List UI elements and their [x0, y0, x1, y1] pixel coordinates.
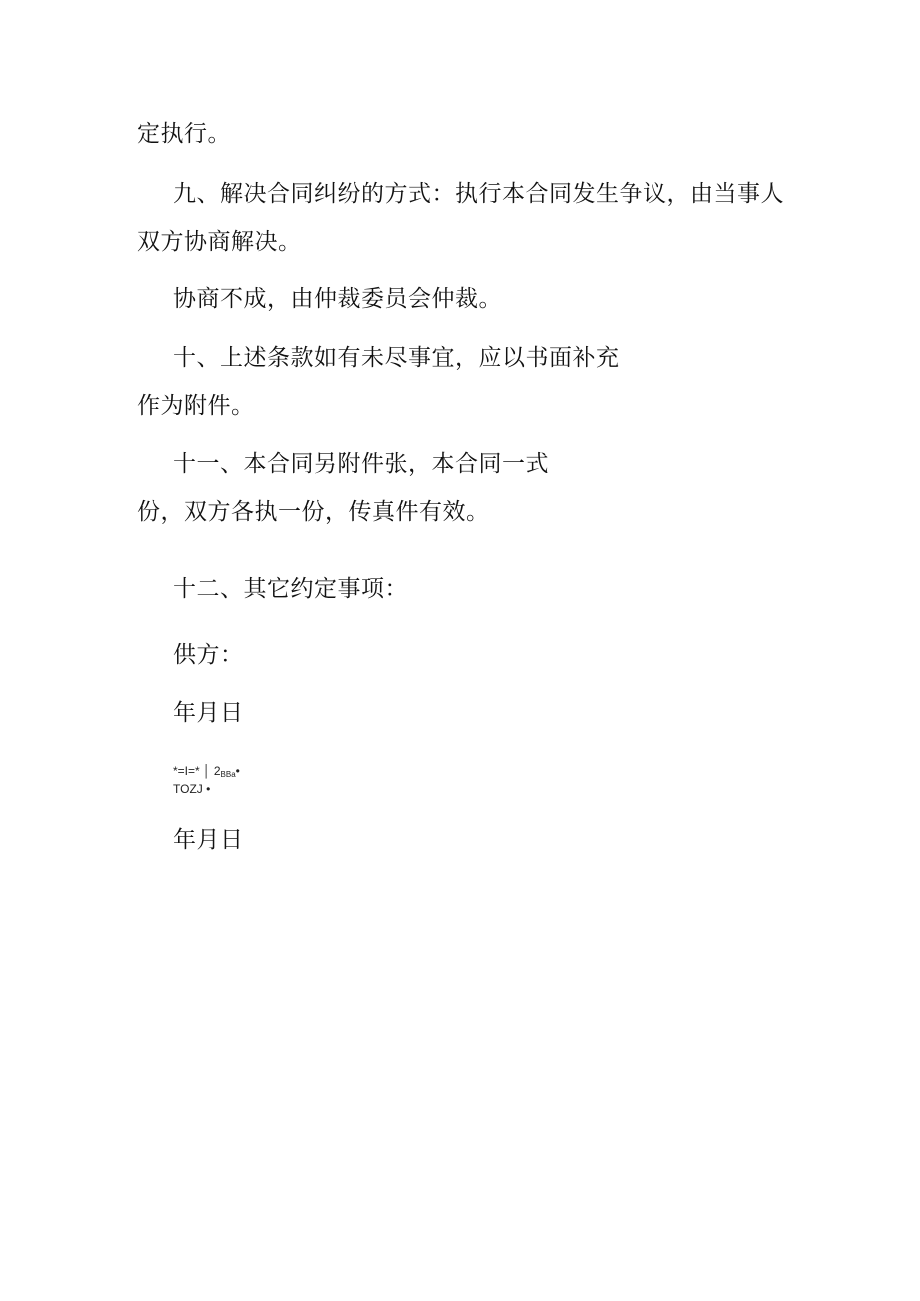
text-line-9: 十二、其它约定事项：	[173, 576, 408, 602]
stamp-text-main: *=I=* │ 2	[173, 764, 221, 778]
text-line-1: 定执行。	[137, 121, 231, 147]
stamp-text-line-2: TOZJ •	[173, 782, 211, 796]
text-line-8: 份，双方各执一份，传真件有效。	[137, 499, 490, 525]
text-line-5: 十、上述条款如有未尽事宜，应以书面补充	[173, 345, 620, 371]
text-line-3: 双方协商解决。	[137, 229, 302, 255]
text-line-6: 作为附件。	[137, 393, 255, 419]
text-line-4: 协商不成，由仲裁委员会仲裁。	[173, 286, 502, 312]
supplier-label: 供方：	[173, 642, 244, 668]
text-line-7: 十一、本合同另附件张，本合同一式	[173, 451, 549, 477]
stamp-text-line-1	[173, 764, 240, 782]
date-line-1: 年月日	[173, 700, 244, 726]
text-line-2: 九、解决合同纠纷的方式：执行本合同发生争议，由当事人	[173, 181, 784, 207]
stamp-text-sub: BBa	[220, 770, 236, 779]
stamp-text-end: •	[235, 764, 240, 778]
date-line-2: 年月日	[173, 827, 244, 853]
